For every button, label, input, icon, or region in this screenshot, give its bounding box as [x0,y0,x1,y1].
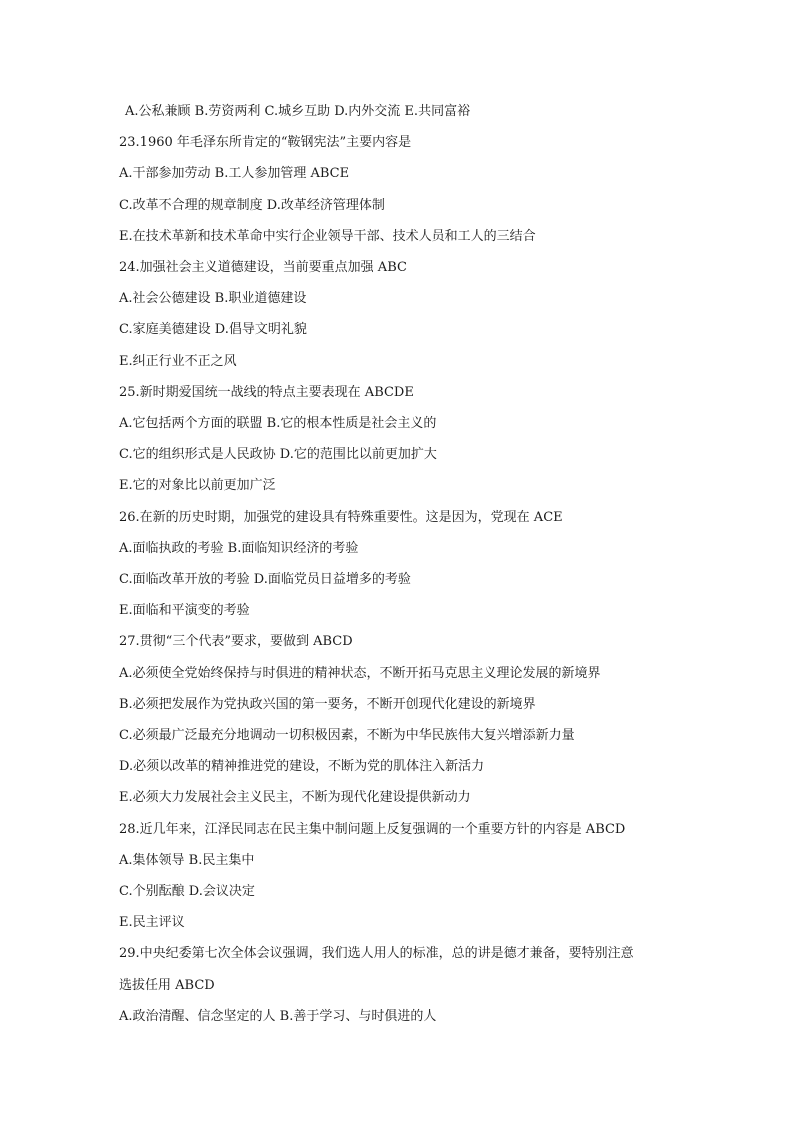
option-line: C.个别酝酿 D.会议决定 [119,884,255,899]
option-line: A.干部参加劳动 B.工人参加管理 ABCE [119,166,350,181]
option-line: C.它的组织形式是人民政协 D.它的范围比以前更加扩大 [119,447,437,462]
option-line: E.民主评议 [119,915,185,930]
option-line: A.政治清醒、信念坚定的人 B.善于学习、与时俱进的人 [119,1009,437,1024]
option-line: E.它的对象比以前更加广泛 [119,478,276,493]
option-line: E.纠正行业不正之风 [119,354,237,369]
question-27: 27.贯彻“三个代表”要求，要做到 ABCD [119,634,353,649]
answer-options-q22: A.公私兼顾 B.劳资两利 C.城乡互助 D.内外交流 E.共同富裕 [125,104,471,119]
option-line: A.集体领导 B.民主集中 [119,853,255,868]
option-line: C.面临改革开放的考验 D.面临党员日益增多的考验 [119,572,411,587]
question-23: 23.1960 年毛泽东所肯定的“鞍钢宪法”主要内容是 [119,135,412,150]
option-line: C.必须最广泛最充分地调动一切积极因素，不断为中华民族伟大复兴增添新力量 [119,728,575,743]
question-28: 28.近几年来，江泽民同志在民主集中制问题上反复强调的一个重要方针的内容是 ABCD [119,822,626,837]
question-29: 29.中央纪委第七次全体会议强调，我们选人用人的标准，总的讲是德才兼备，要特别注意 [119,946,634,961]
question-29-continued: 选拔任用 ABCD [119,978,215,993]
question-24: 24.加强社会主义道德建设，当前要重点加强 ABC [119,260,407,275]
option-line: A.必须使全党始终保持与时俱进的精神状态，不断开拓马克思主义理论发展的新境界 [119,666,601,681]
option-line: A.社会公德建设 B.职业道德建设 [119,291,307,306]
question-26: 26.在新的历史时期，加强党的建设具有特殊重要性。这是因为，党现在 ACE [119,510,563,525]
question-25: 25.新时期爱国统一战线的特点主要表现在 ABCDE [119,385,414,400]
option-line: C.家庭美德建设 D.倡导文明礼貌 [119,322,307,337]
option-line: D.必须以改革的精神推进党的建设，不断为党的肌体注入新活力 [119,759,485,774]
option-line: E.在技术革新和技术革命中实行企业领导干部、技术人员和工人的三结合 [119,229,536,244]
option-line: B.必须把发展作为党执政兴国的第一要务，不断开创现代化建设的新境界 [119,697,536,712]
option-line: C.改革不合理的规章制度 D.改革经济管理体制 [119,198,385,213]
option-line: A.面临执政的考验 B.面临知识经济的考验 [119,541,359,556]
option-line: A.它包括两个方面的联盟 B.它的根本性质是社会主义的 [119,416,437,431]
option-line: E.必须大力发展社会主义民主，不断为现代化建设提供新动力 [119,790,471,805]
option-line: E.面临和平演变的考验 [119,603,250,618]
